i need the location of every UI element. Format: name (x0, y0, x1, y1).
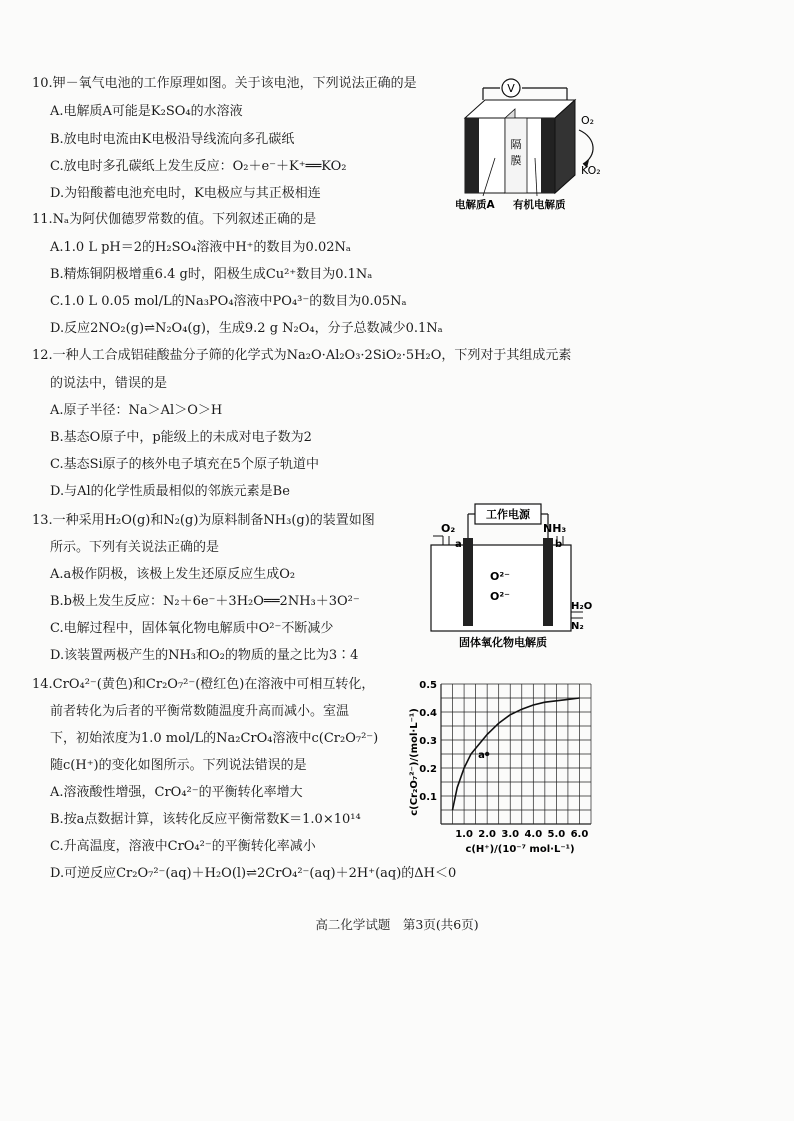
q12-option-d: D.与Al的化学性质最相似的邻族元素是Be (50, 484, 290, 499)
q11-option-d: D.反应2NO₂(g)⇌N₂O₄(g)，生成9.2 g N₂O₄，分子总数减少0.1Nₐ (50, 321, 443, 336)
battery-figure (455, 78, 615, 213)
q14-option-b: B.按a点数据计算，该转化反应平衡常数K＝1.0×10¹⁴ (50, 812, 361, 827)
page-footer: 高二化学试题 第3页(共6页) (315, 917, 479, 932)
q13-o2-label: O₂ (441, 522, 456, 535)
q13-option-b: B.b极上发生反应：N₂＋6e⁻＋3H₂O══2NH₃＋3O²⁻ (50, 594, 360, 609)
data-point-label: a (478, 750, 485, 761)
x-axis-label: c(H⁺)/(10⁻⁷ mol·L⁻¹) (465, 844, 575, 855)
q11-stem: 11.Nₐ为阿伏伽德罗常数的值。下列叙述正确的是 (32, 212, 317, 227)
x-tick-label: 2.0 (478, 829, 497, 840)
svg-text:膜: 膜 (510, 154, 522, 167)
x-tick-label: 1.0 (455, 829, 473, 840)
q12-stem-continued: 的说法中，错误的是 (50, 376, 168, 391)
q14-option-d: D.可逆反应Cr₂O₇²⁻(aq)＋H₂O(l)⇌2CrO₄²⁻(aq)＋2H⁺(aq)的ΔH＜0 (50, 866, 457, 881)
q12-option-b: B.基态O原子中，p能级上的未成对电子数为2 (50, 430, 312, 445)
power-supply-label: 工作电源 (486, 508, 530, 521)
y-tick-label: 0.5 (419, 680, 437, 691)
y-tick-label: 0.1 (419, 792, 437, 803)
electrode-b (543, 538, 553, 626)
organic-electrolyte-label: 有机电解质 (513, 199, 566, 211)
x-tick-label: 4.0 (524, 829, 543, 840)
n2-label: N₂ (571, 621, 584, 632)
q14-option-a: A.溶液酸性增强，CrO₄²⁻的平衡转化率增大 (50, 785, 303, 800)
q13-stem-continued: 所示。下列有关说法正确的是 (50, 540, 220, 555)
ko2-label: KO₂ (581, 164, 601, 177)
q12-option-a: A.原子半径：Na＞Al＞O＞H (50, 403, 223, 418)
x-tick-label: 6.0 (570, 829, 589, 840)
y-tick-label: 0.3 (419, 736, 437, 747)
q13-option-c: C.电解过程中，固体氧化物电解质中O²⁻不断减少 (50, 621, 334, 636)
x-tick-label: 5.0 (547, 829, 566, 840)
q11-option-b: B.精炼铜阴极增重6.4 g时，阳极生成Cu²⁺数目为0.1Nₐ (50, 267, 373, 282)
q10-option-d: D.为铅酸蓄电池充电时，K电极应与其正极相连 (50, 186, 321, 201)
ion-label-2: O²⁻ (490, 590, 510, 603)
q13-nh3-label: NH₃ (543, 522, 567, 535)
q13-option-d: D.该装置两极产生的NH₃和O₂的物质的量之比为3∶4 (50, 648, 359, 663)
y-axis-label: c(Cr₂O₇²⁻)/(mol·L⁻¹) (409, 708, 420, 816)
x-tick-label: 3.0 (501, 829, 520, 840)
q12-option-c: C.基态Si原子的核外电子填充在5个原子轨道中 (50, 457, 319, 472)
electrode-b-label: b (555, 539, 563, 550)
q13-option-a: A.a极作阴极，该极上发生还原反应生成O₂ (50, 567, 296, 582)
ion-label-1: O²⁻ (490, 570, 510, 583)
q14-option-c: C.升高温度，溶液中CrO₄²⁻的平衡转化率减小 (50, 839, 316, 854)
q13-stem: 13.一种采用H₂O(g)和N₂(g)为原料制备NH₃(g)的装置如图 (32, 513, 375, 528)
q11-option-c: C.1.0 L 0.05 mol/L的Na₃PO₄溶液中PO₄³⁻的数目为0.05Nₐ (50, 294, 407, 309)
electrode-a (463, 538, 473, 626)
q10-option-a: A.电解质A可能是K₂SO₄的水溶液 (50, 104, 243, 119)
q10-option-b: B.放电时电流由K电极沿导线流向多孔碳纸 (50, 132, 295, 147)
q11-option-a: A.1.0 L pH＝2的H₂SO₄溶液中H⁺的数目为0.02Nₐ (50, 240, 351, 255)
separator-label: 隔 (510, 138, 522, 151)
q10-option-c: C.放电时多孔碳纸上发生反应：O₂＋e⁻＋K⁺══KO₂ (50, 159, 347, 174)
q12-stem: 12.一种人工合成铝硅酸盐分子筛的化学式为Na₂O·Al₂O₃·2SiO₂·5H₂O，下列对于其组成元素 (32, 348, 572, 363)
voltmeter-label: V (507, 82, 515, 95)
electrolysis-figure (425, 500, 593, 650)
q14-stem-3: 下，初始浓度为1.0 mol/L的Na₂CrO₄溶液中c(Cr₂O₇²⁻) (50, 731, 379, 746)
y-tick-label: 0.4 (419, 708, 437, 719)
solid-oxide-caption: 固体氧化物电解质 (459, 636, 547, 649)
o2-label: O₂ (581, 114, 595, 127)
data-point-a (485, 752, 489, 756)
q10-stem: 10.钾－氧气电池的工作原理如图。关于该电池，下列说法正确的是 (32, 76, 417, 91)
q14-stem-2: 前者转化为后者的平衡常数随温度升高而减小。室温 (50, 704, 350, 719)
q14-stem: 14.CrO₄²⁻(黄色)和Cr₂O₇²⁻(橙红色)在溶液中可相互转化， (32, 677, 375, 692)
chromate-chart (405, 672, 600, 862)
q14-stem-4: 随c(H⁺)的变化如图所示。下列说法错误的是 (50, 758, 307, 773)
electrode-a-label: a (455, 539, 462, 550)
h2o-label: H₂O (571, 601, 593, 612)
y-tick-label: 0.2 (419, 764, 437, 775)
electrolyte-a-label: 电解质A (455, 199, 495, 211)
